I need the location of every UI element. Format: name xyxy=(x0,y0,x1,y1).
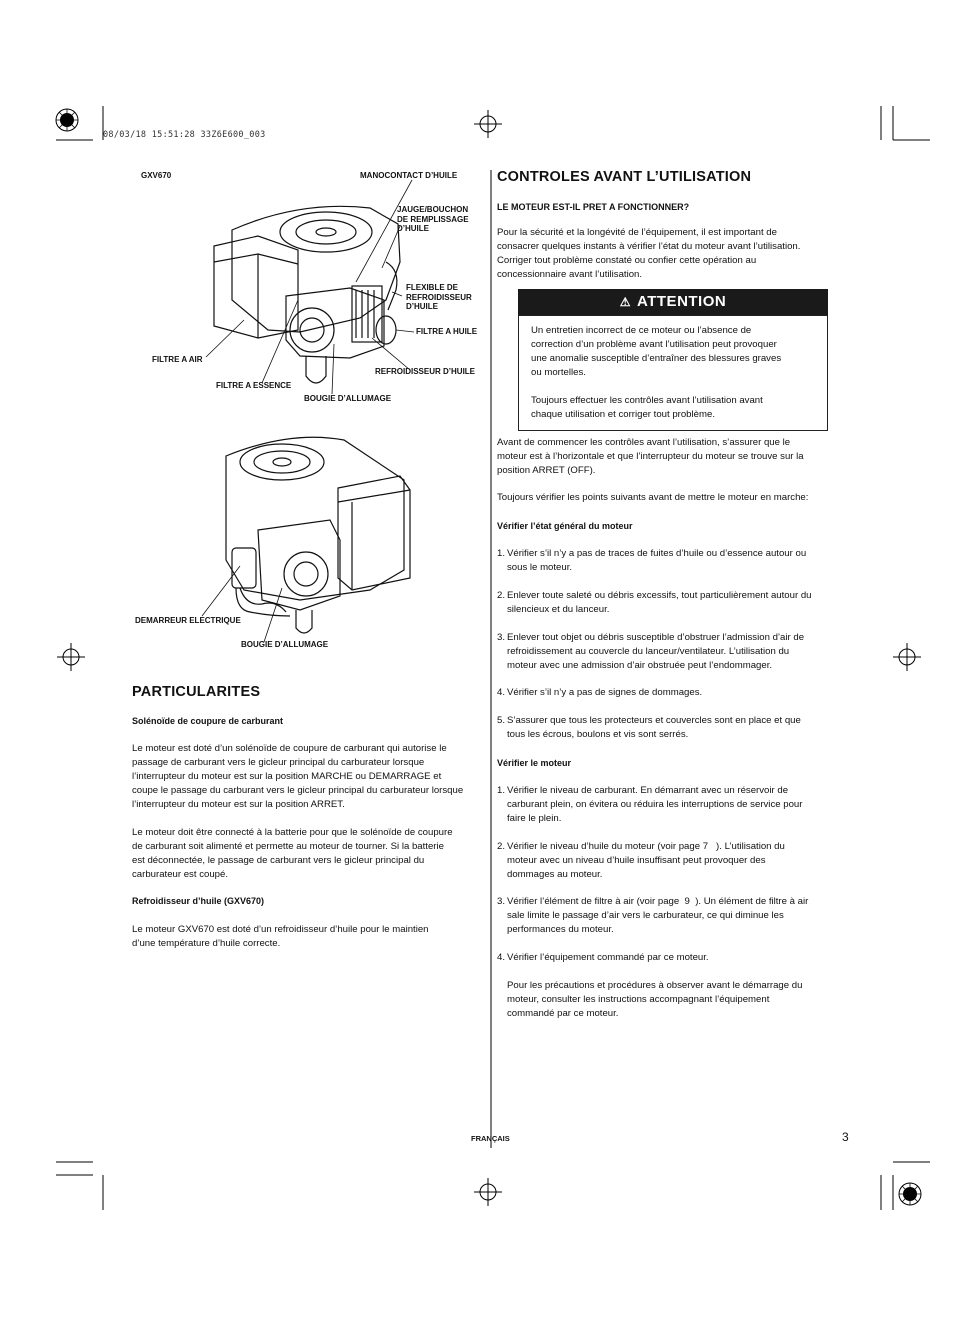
list-item-number: 1. xyxy=(497,548,506,559)
label-oil-switch: MANOCONTACT D’HUILE xyxy=(360,171,458,180)
particularites-sub2: Refroidisseur d’huile (GXV670) xyxy=(132,896,265,906)
controles-para-always: Toujours vérifier les points suivants avant de mettre le moteur en marche: xyxy=(497,492,809,503)
label-oil-cooler: REFROIDISSEUR D’HUILE xyxy=(375,367,476,376)
list-item-number: 3. xyxy=(497,632,506,643)
list-item-text: Vérifier s’il n’y a pas de traces de fuites d’huile ou d’essence autour ou sous le moteur. xyxy=(507,548,807,573)
list-item-text: Vérifier s’il n’y a pas de signes de dommages. xyxy=(507,687,703,698)
list-item-text: S’assurer que tous les protecteurs et couvercles sont en place et que tous les écrous, boulons et vis sont serrés. xyxy=(507,715,801,740)
page-number: 3 xyxy=(842,1130,849,1144)
particularites-title: PARTICULARITES xyxy=(132,684,261,700)
label-spark-plug-2: BOUGIE D’ALLUMAGE xyxy=(241,640,329,649)
label-fuel-filter: FILTRE A ESSENCE xyxy=(216,381,292,390)
controles-intro: Pour la sécurité et la longévité de l’équipement, il est important de consacrer quelques instants à vérifier l’état du moteur avant l’utilisation. Corriger tout problème constaté ou confier cette opération au concessionnaire avant l’utilisation. xyxy=(497,227,801,280)
figure1-model-label: GXV670 xyxy=(141,171,172,180)
warning-triangle-icon: ⚠ xyxy=(619,295,632,309)
attention-header xyxy=(518,289,828,315)
label-air-filter: FILTRE A AIR xyxy=(152,355,203,364)
list-item-number: 3. xyxy=(497,896,506,907)
particularites-para3: Le moteur GXV670 est doté d’un refroidisseur d’huile pour le maintien d’une température d’huile correcte. xyxy=(132,924,429,949)
list-item-text: Enlever toute saleté ou débris excessifs, tout particulièrement autour du silencieux et du lanceur. xyxy=(507,590,812,615)
list-item-number: 2. xyxy=(497,590,506,601)
label-electric-starter: DEMARREUR ELECTRIQUE xyxy=(135,616,241,625)
list-item-text: Vérifier le niveau de carburant. En démarrant avec un réservoir de carburant plein, on évitera ou réduira les interruptions de service pour faire le plein. xyxy=(507,785,803,824)
label-spark-plug-1: BOUGIE D’ALLUMAGE xyxy=(304,394,392,403)
list-item-text: Enlever tout objet ou débris susceptible d’obstruer l’admission d’air de refroidissement au couvercle du lanceur/ventilateur. L’utilisation du moteur avec une admission d’air obstruée peut l’endommager. xyxy=(507,632,805,671)
list-item-number: 4. xyxy=(497,687,506,698)
particularites-sub1: Solénoïde de coupure de carburant xyxy=(132,716,284,726)
list-item-number: 4. xyxy=(497,952,506,963)
label-cooler-hose: FLEXIBLE DE REFROIDISSEUR D’HUILE xyxy=(406,283,472,311)
particularites-para2: Le moteur doit être connecté à la batterie pour que le solénoïde de coupure de carburant soit alimenté et permette au moteur de tourner. Si la batterie est déconnectée, le passage de carburant vers le gicleur principal du carburateur est coupé. xyxy=(132,827,453,880)
list-item-text: Vérifier l’élément de filtre à air (voir page 9 ). Un élément de filtre à air sale limite le passage d’air vers le carburateur, ce qui diminue les performances du moteur. xyxy=(507,896,809,935)
attention-text1: Un entretien incorrect de ce moteur ou l’absence de correction d’un problème avant l’utilisation peut provoquer une anomalie susceptible d’entraîner des blessures graves ou mortelles. xyxy=(531,325,782,378)
list-item-number: 2. xyxy=(497,841,506,852)
particularites-para1: Le moteur est doté d’un solénoïde de coupure de carburant qui autorise le passage de carburant vers le gicleur principal du carburateur lorsque l’interrupteur du moteur est sur la position MARCHE ou DEMARRAGE et coupe le passage du carburant vers le gicleur principal du carburateur lorsque l’interrupteur du moteur est sur la position ARRET. xyxy=(132,743,464,810)
controles-sub1: LE MOTEUR EST-IL PRET A FONCTIONNER? xyxy=(497,202,690,212)
controles-final: Pour les précautions et procédures à observer avant le démarrage du moteur, consulter les instructions accompagnant l’équipement commandé par ce moteur. xyxy=(507,980,803,1019)
controles-sub-engine: Vérifier le moteur xyxy=(497,758,572,768)
label-dipstick: JAUGE/BOUCHON DE REMPLISSAGE D’HUILE xyxy=(397,205,469,233)
attention-title: ATTENTION xyxy=(637,293,727,310)
list-item-text: Vérifier l’équipement commandé par ce moteur. xyxy=(507,952,709,963)
controles-title: CONTROLES AVANT L’UTILISATION xyxy=(497,169,752,185)
list-item-number: 1. xyxy=(497,785,506,796)
controles-para-before: Avant de commencer les contrôles avant l’utilisation, s’assurer que le moteur est à l’horizontale et que l’interrupteur du moteur se trouve sur la position ARRET (OFF). xyxy=(497,437,804,476)
attention-text2: Toujours effectuer les contrôles avant l’utilisation avant chaque utilisation et corriger tout problème. xyxy=(531,395,763,420)
controles-sub-general: Vérifier l’état général du moteur xyxy=(497,521,633,531)
list-item-text: Vérifier le niveau d’huile du moteur (voir page 7 ). L’utilisation du moteur avec un niveau d’huile insuffisant peut provoquer des dommages au moteur. xyxy=(507,841,785,880)
label-oil-filter: FILTRE A HUILE xyxy=(416,327,478,336)
list-item-number: 5. xyxy=(497,715,506,726)
attention-box xyxy=(518,315,828,431)
footer-language: FRANÇAIS xyxy=(471,1134,510,1143)
print-stamp: 08/03/18 15:51:28 33Z6E600_003 xyxy=(103,130,266,140)
